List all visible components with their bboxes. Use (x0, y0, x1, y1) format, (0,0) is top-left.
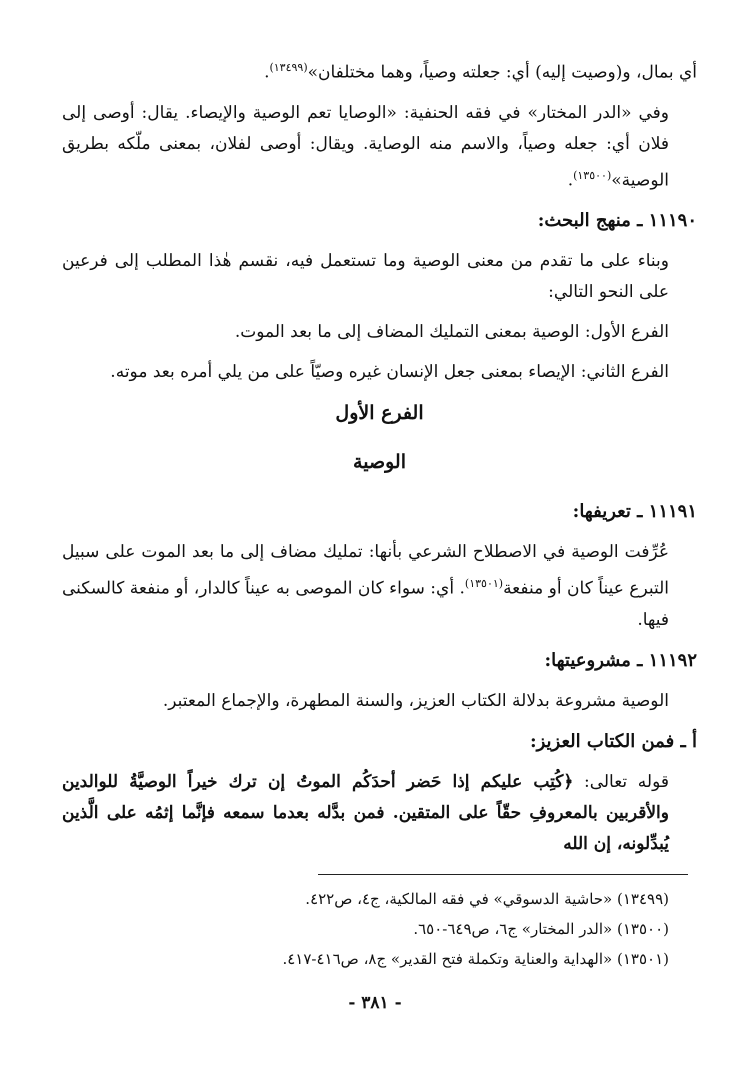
paragraph-4-end: . أي: سواء كان الموصى به عيناً كالدار، أو منفعة كالسكنى فيها. (62, 578, 669, 630)
paragraph-2-text: وفي «الدر المختار» في فقه الحنفية: «الوصايا تعم الوصية والإيصاء. يقال: أوصى إلى فلان أي: جعله وصياً، والاسم منه الوصاية. ويقال: أوصى لفلان، بمعنى ملّكه بطريق الوصية» (62, 102, 669, 191)
branch-1-line: الفرع الأول: الوصية بمعنى التمليك المضاف إلى ما بعد الموت. (234, 322, 669, 343)
heading-research-method: ١١١٩٠ ـ منهج البحث: (537, 210, 697, 232)
heading-definition: ١١١٩١ ـ تعريفها: (572, 501, 697, 523)
footnote-13499: (١٣٤٩٩) «حاشية الدسوقي» في فقه المالكية، ج٤، ص٤٢٢. (305, 890, 669, 908)
heading-legitimacy: ١١١٩٢ ـ مشروعيتها: (544, 649, 697, 671)
paragraph-5: الوصية مشروعة بدلالة الكتاب العزيز، والسنة المطهرة، والإجماع المعتبر. (162, 690, 669, 711)
paragraph-4-text: عُرِّفت الوصية في الاصطلاح الشرعي بأنها: تمليك مضاف إلى ما بعد الموت على سبيل التبرع عيناً كان أو منفعة (62, 542, 669, 599)
section-subtitle: الوصية (353, 451, 406, 474)
footnote-13500: (١٣٥٠٠) «الدر المختار» ج٦، ص٦٤٩-٦٥٠. (413, 920, 669, 938)
paragraph-4 (62, 537, 697, 636)
section-title: الفرع الأول (335, 402, 424, 425)
footnotes (62, 884, 697, 974)
quran-quote: ﴿كُتِب عليكم إذا حَضر أحدَكُم الموتُ إن ترك خيراً الوصيَّةُ للوالدين والأقربين بالمعروفِ حقّاً على المتقين. فمن بدَّله بعدما سمعه فإنَّما إثمُه على الَّذين يُبدِّلونه، إن الله (62, 771, 669, 854)
page-number: - ٣٨١ - (348, 993, 402, 1013)
paragraph-1 (62, 52, 697, 89)
footnote-ref-13501[interactable]: (١٣٥٠١) (464, 577, 504, 591)
footnote-ref-13499[interactable]: (١٣٤٩٩) (269, 61, 308, 74)
page-body (62, 52, 697, 860)
paragraph-3: وبناء على ما تقدم من معنى الوصية وما تستعمل فيه، نقسم هٰذا المطلب إلى فرعين على النحو التالي: (62, 251, 669, 303)
paragraph-2 (62, 98, 697, 197)
footnote-ref-13500[interactable]: (١٣٥٠٠) (573, 168, 612, 182)
branch-2-line: الفرع الثاني: الإيصاء بمعنى جعل الإنسان غيره وصيّاً على من يلي أمره بعد موته. (110, 362, 669, 383)
heading-from-book: أ ـ فمن الكتاب العزيز: (529, 730, 697, 752)
paragraph-6-intro: قوله تعالى: (573, 771, 670, 792)
footnote-13501: (١٣٥٠١) «الهداية والعناية وتكملة فتح القدير» ج٨، ص٤١٦-٤١٧. (282, 950, 669, 968)
footnote-divider (318, 874, 688, 875)
paragraph-1-end: . (264, 62, 270, 83)
paragraph-2-end: . (567, 170, 574, 191)
paragraph-1-text: أي بمال، و(وصيت إليه) أي: جعلته وصياً، وهما مختلفان» (307, 62, 697, 83)
paragraph-6 (62, 767, 697, 860)
